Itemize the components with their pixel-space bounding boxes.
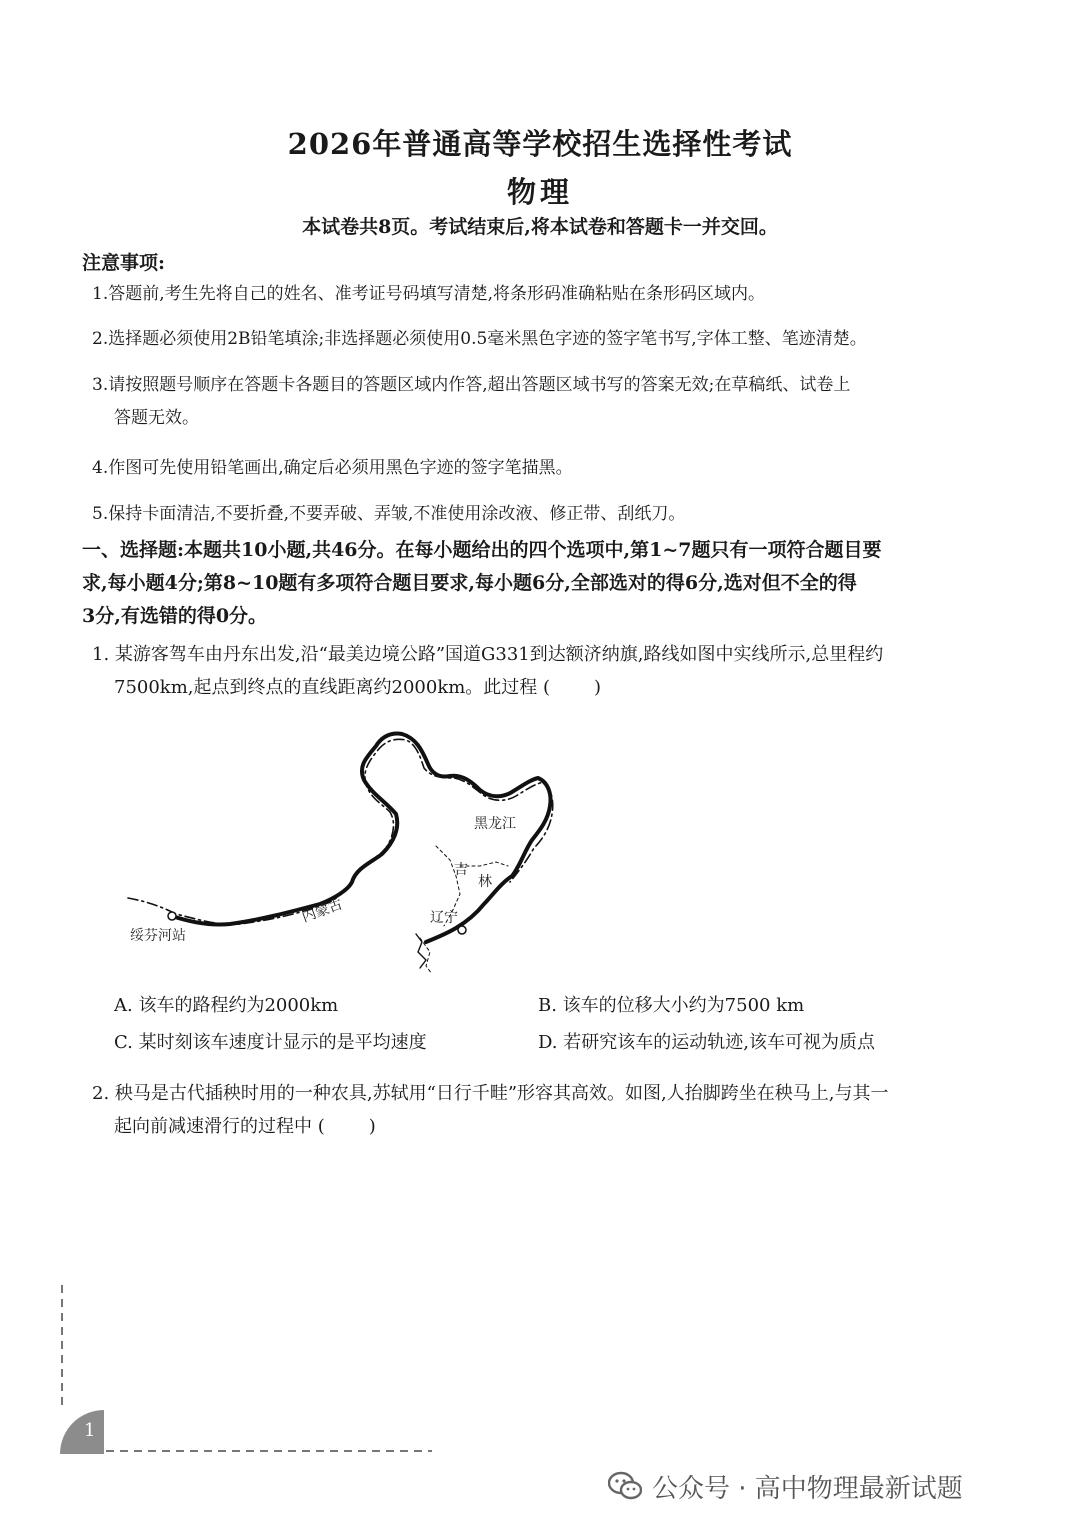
map-label-heilongjiang: 黑龙江 [474, 816, 516, 832]
option-c: C. 某时刻该车速度计显示的是平均速度 [114, 1032, 427, 1053]
exam-title: 2026年普通高等学校招生选择性考试 [287, 127, 793, 161]
notice-item-4: 4.作图可先使用铅笔画出,确定后必须用黑色字迹的签字笔描黑。 [92, 458, 573, 478]
section-heading [82, 534, 1007, 633]
watermark-footer [608, 1468, 963, 1508]
section-line-2: 求,每小题4分;第8~10题有多项符合题目要求,每小题6分,全部选对的得6分,选对但不全的得 [82, 572, 857, 594]
option-b: B. 该车的位移大小约为7500 km [538, 995, 805, 1016]
section-line-3: 3分,有选错的得0分。 [82, 605, 268, 627]
question-2-stem-end: 起向前减速滑行的过程中 ( [114, 1116, 325, 1137]
watermark-text: 公众号 · 高中物理最新试题 [652, 1474, 963, 1504]
map-label-liaoning: 辽宁 [430, 910, 458, 926]
notice-item-3-line2: 答题无效。 [114, 408, 199, 428]
map-label-jilin-2: 林 [478, 874, 492, 890]
end-point [458, 926, 466, 934]
question-1-stem-end: 7500km,起点到终点的直线距离约2000km。此过程 ( [114, 677, 551, 698]
wechat-icon [608, 1471, 642, 1508]
answer-blank-close: ) [368, 1116, 376, 1137]
option-a: A. 该车的路程约为2000km [114, 995, 339, 1016]
question-2-line2 [92, 1110, 1007, 1143]
notice-item-3-line1: 3.请按照题号顺序在答题卡各题目的答题区域内作答,超出答题区域书写的答案无效;在草稿纸、试卷上 [92, 375, 851, 395]
question-2 [92, 1077, 1007, 1143]
route-map [120, 716, 580, 978]
page-number: 1 [84, 1420, 96, 1441]
notice-heading: 注意事项: [82, 252, 166, 274]
section-line-1: 一、选择题:本题共10小题,共46分。在每小题给出的四个选项中,第1~7题只有一项符合题目要 [82, 539, 882, 561]
map-label-neimenggu: 内蒙古 [299, 896, 345, 926]
question-1-line2 [92, 671, 1007, 704]
start-point [168, 912, 176, 920]
map-label-suifenhe: 绥芬河站 [130, 928, 186, 944]
page-corner-decoration [56, 1285, 436, 1455]
route-solid-line [172, 734, 551, 943]
question-1-line1: 1. 某游客驾车由丹东出发,沿“最美边境公路”国道G331到达额济纳旗,路线如图中实线所示,总里程约 [92, 644, 884, 665]
question-2-line1: 2. 秧马是古代插秧时用的一种农具,苏轼用“日行千畦”形容其高效。如图,人抬脚跨坐在秧马上,与其一 [92, 1083, 889, 1104]
notice-item-2: 2.选择题必须使用2B铅笔填涂;非选择题必须使用0.5毫米黑色字迹的签字笔书写,字体工整、笔迹清楚。 [92, 329, 867, 349]
subject-title: 物理 [506, 175, 573, 209]
answer-blank-close: ) [594, 677, 602, 698]
option-d: D. 若研究该车的运动轨迹,该车可视为质点 [538, 1032, 875, 1053]
notice-item-3 [92, 369, 1012, 435]
map-label-jilin-1: 吉 [454, 862, 468, 878]
exam-info: 本试卷共8页。考试结束后,将本试卷和答题卡一并交回。 [302, 216, 778, 238]
notice-item-5: 5.保持卡面清洁,不要折叠,不要弄破、弄皱,不准使用涂改液、修正带、刮纸刀。 [92, 504, 686, 524]
notice-item-1: 1.答题前,考生先将自己的姓名、准考证号码填写清楚,将条形码准确粘贴在条形码区域内。 [92, 284, 766, 304]
question-1 [92, 638, 1007, 704]
